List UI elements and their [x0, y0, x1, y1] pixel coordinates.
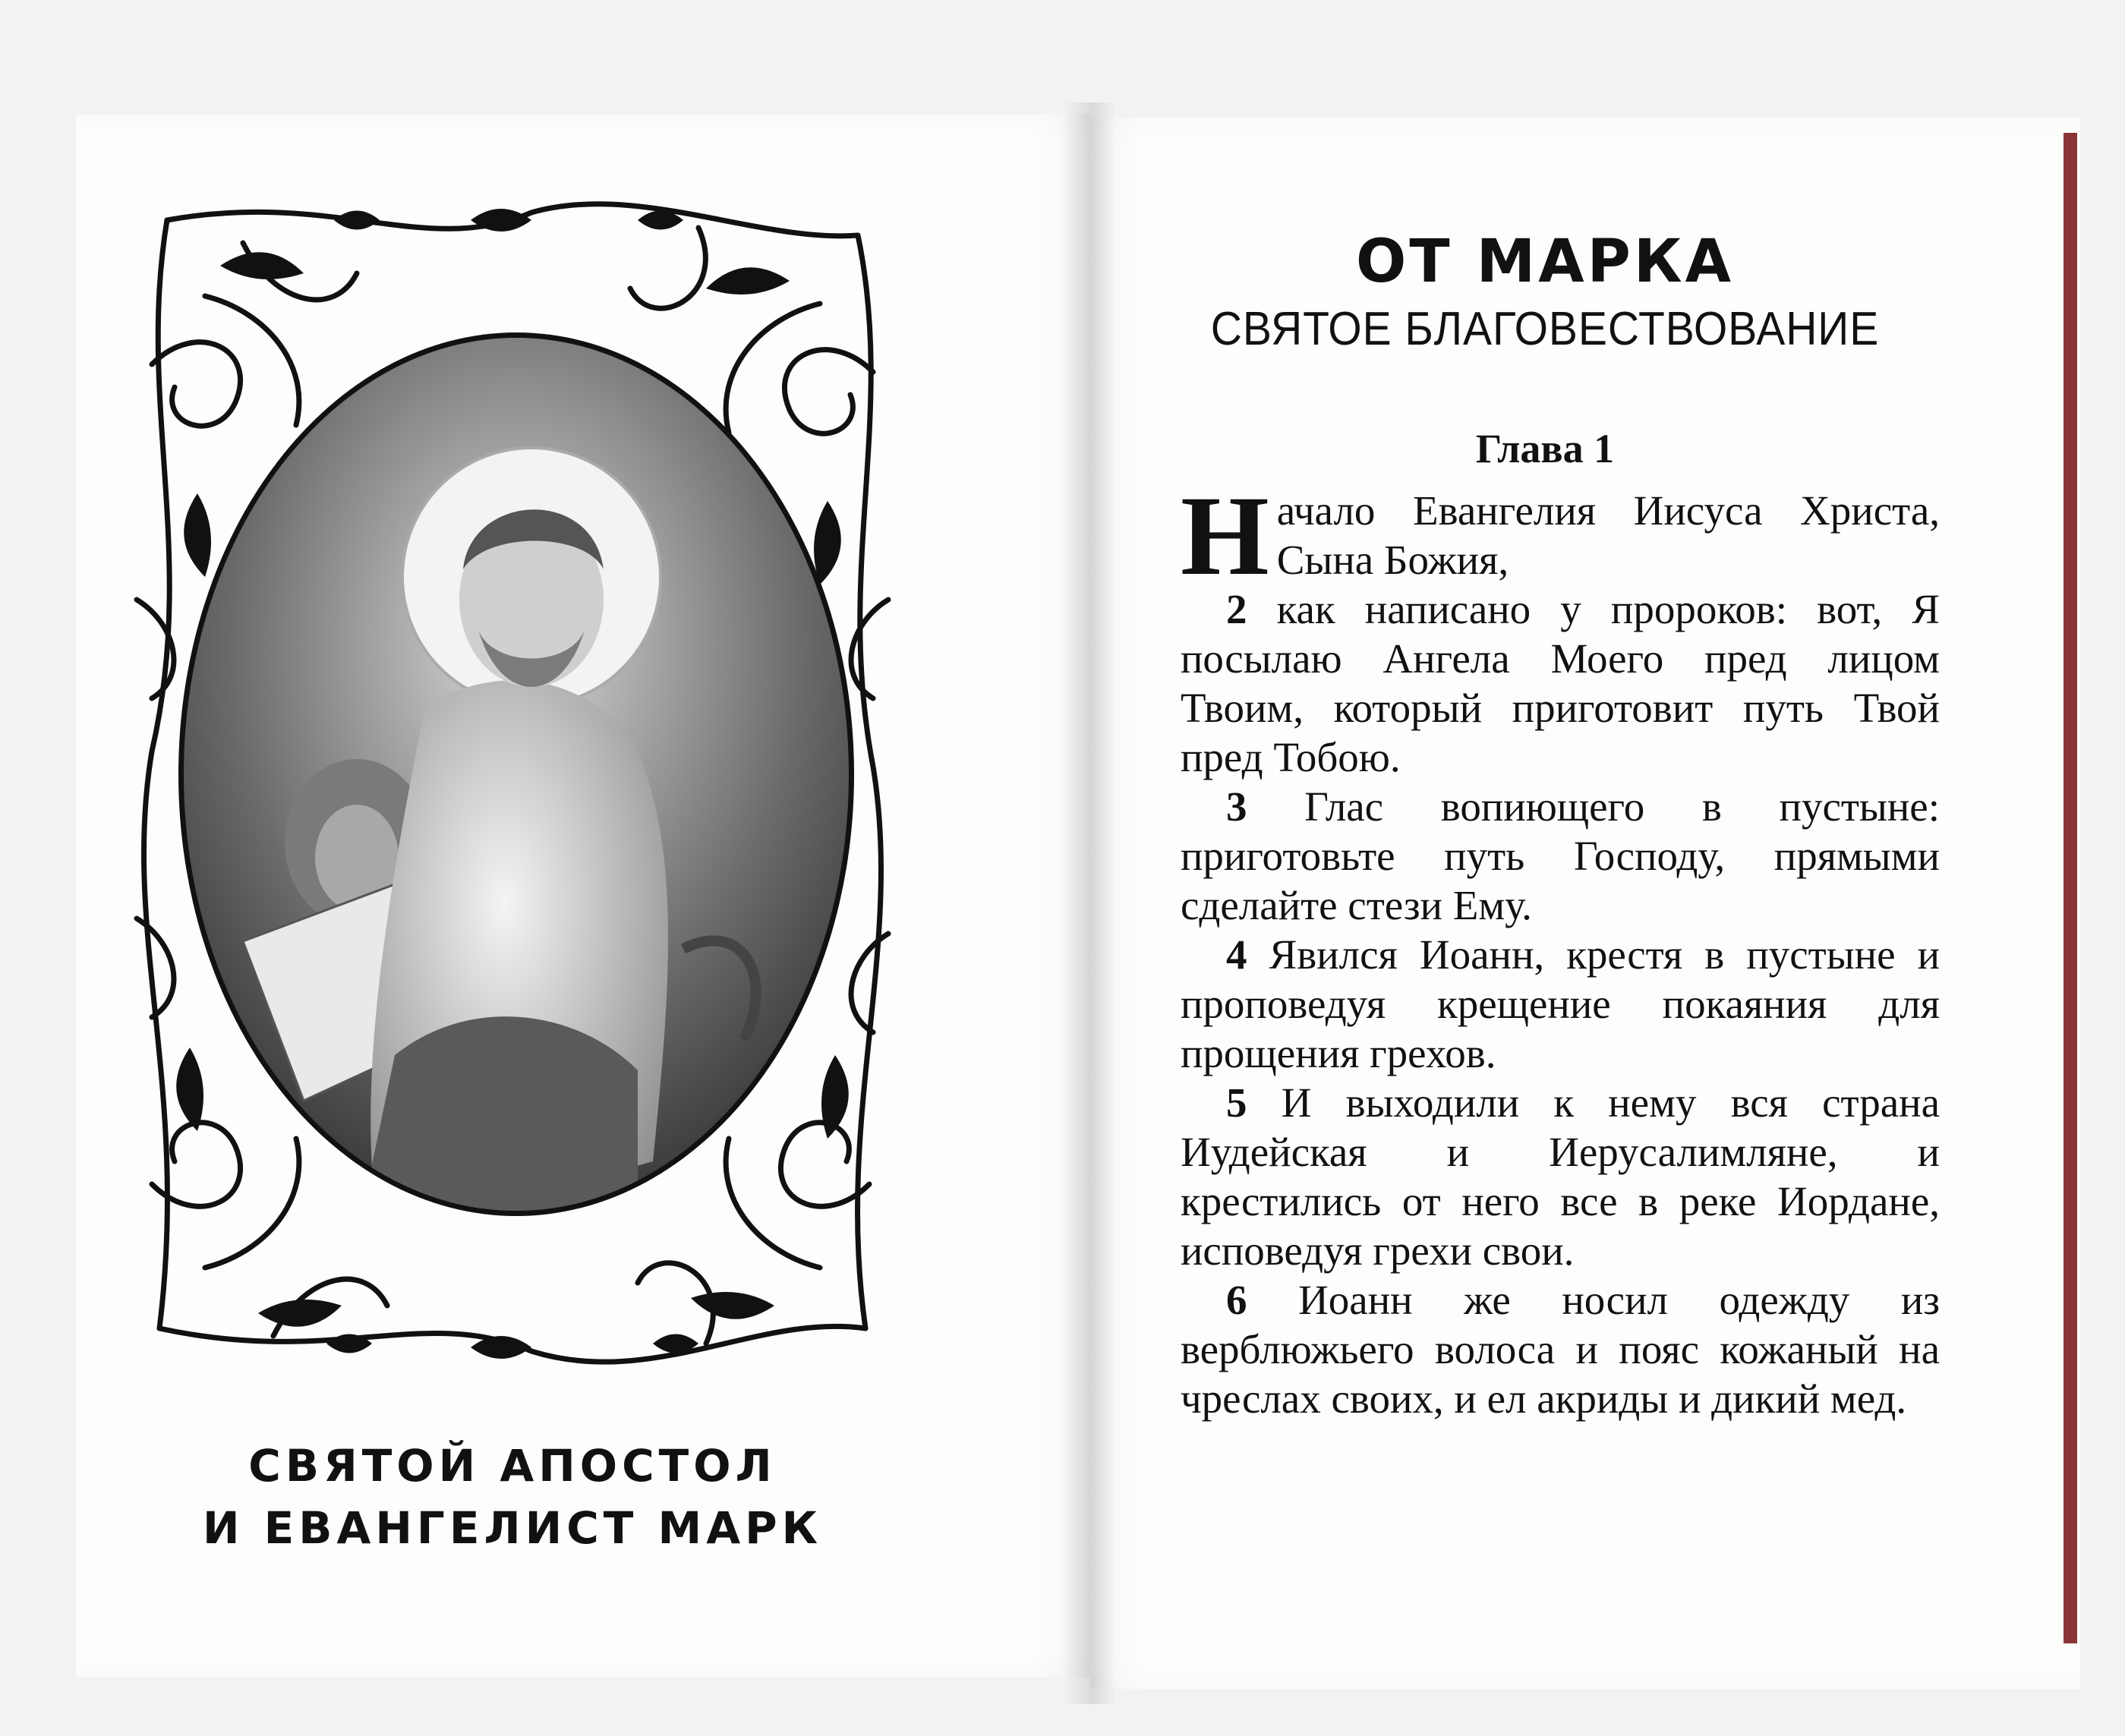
verse-text-body: Явился Иоанн, крестя в пустыне и проповедуя крещение покаяния для прощения грехов.: [1181, 931, 1940, 1076]
verse-2: [1181, 584, 1940, 782]
ornamental-frame: [106, 175, 919, 1389]
icon-caption: [106, 1435, 919, 1559]
evangelist-mark-icon-image: [175, 326, 858, 1237]
book-subtitle: СВЯТОЕ БЛАГОВЕСТВОВАНИЕ: [1210, 303, 1880, 355]
caption-line-1: СВЯТОЙ АПОСТОЛ: [248, 1440, 777, 1492]
verse-3: [1181, 782, 1940, 930]
verse-text-body: Глас вопиющего в пустыне: приготовьте путь Господу, прямыми сделайте стези Ему.: [1181, 783, 1940, 928]
verse-6: [1181, 1275, 1940, 1423]
verse-4: [1181, 930, 1940, 1078]
verse-text: [1181, 473, 1941, 1423]
verse-text-body: Иоанн же носил одежду из верблюжьего волоса и пояс кожаный на чреслах своих, и ел акриды и дикий мед.: [1181, 1277, 1941, 1422]
verse-number: 2: [1226, 586, 1247, 632]
verse-number: 5: [1226, 1079, 1247, 1126]
book-title: ОТ МАРКА: [1356, 228, 1734, 296]
verse-5: [1181, 1078, 1940, 1275]
verse-number: 4: [1226, 931, 1247, 978]
verse-text-body: ачало Евангелия Иисуса Христа, Сына Божия,: [1276, 487, 1940, 583]
verse-number: 3: [1226, 783, 1247, 830]
chapter-heading: Глава 1: [1475, 426, 1615, 471]
book-cover-edge: [2064, 133, 2077, 1643]
verse-text-body: И выходили к нему вся страна Иудейская и Иерусалимляне, и крестились от него все в реке Иордане, исповедуя грехи свои.: [1181, 1079, 1940, 1274]
verse-number: 6: [1226, 1277, 1247, 1323]
verse-text-body: как написано у пророков: вот, Я посылаю Ангела Моего пред лицом Твоим, который приготовит путь Твой пред Тобою.: [1181, 586, 1940, 780]
book-spine: [1063, 102, 1116, 1704]
caption-line-2: И ЕВАНГЕЛИСТ МАРК: [202, 1502, 823, 1554]
verse-1: [1181, 473, 1940, 599]
drop-cap: Н: [1181, 473, 1269, 599]
